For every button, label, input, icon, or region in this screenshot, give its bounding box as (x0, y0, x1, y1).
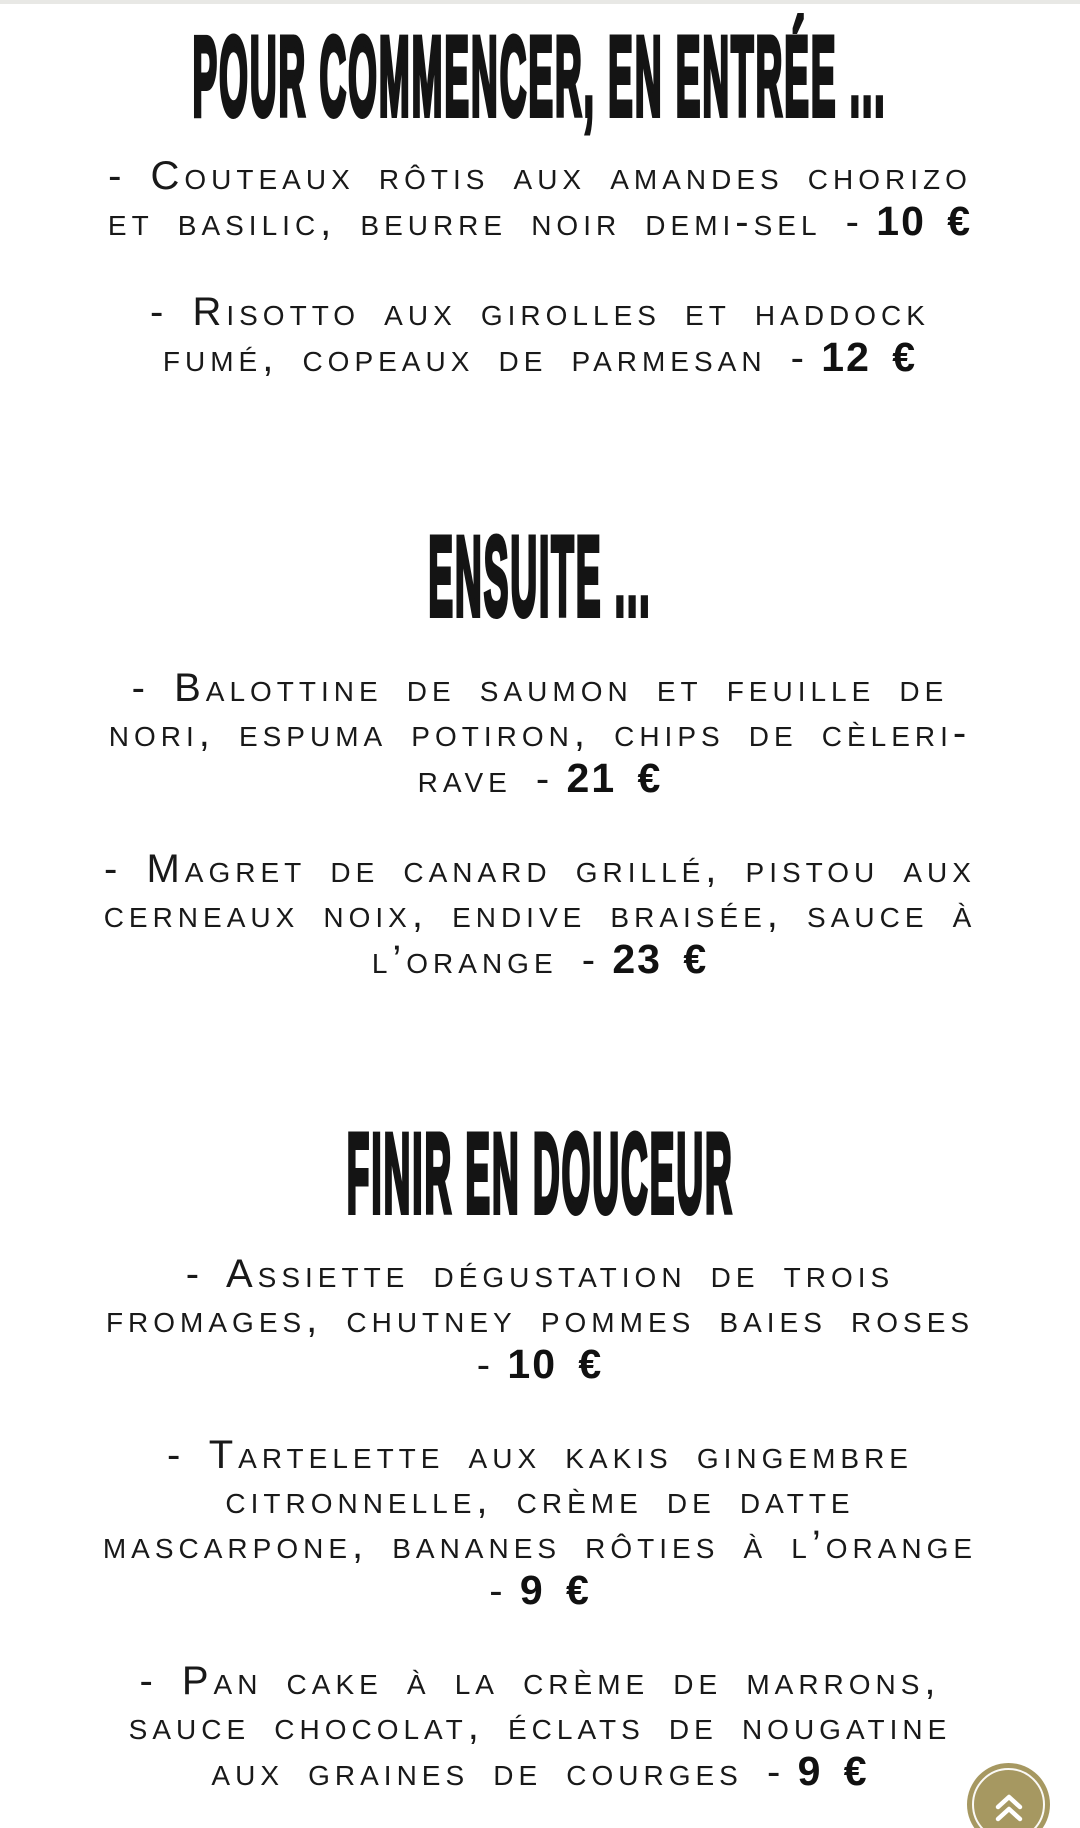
top-border-strip (0, 0, 1080, 4)
menu-item (90, 1433, 990, 1614)
menu-item (90, 666, 990, 802)
menu-item (90, 154, 990, 245)
menu-item-text: - Risotto aux girolles et haddock fumé, copeaux de parmesan - (150, 290, 930, 380)
menu-item-price: 12 € (821, 334, 918, 380)
menu-section-mains (90, 514, 990, 983)
menu-item-price: 10 € (876, 198, 973, 244)
menu-item-price: 21 € (566, 755, 663, 801)
restaurant-menu (90, 14, 990, 1795)
menu-item-text: - Pan cake à la crème de marrons, sauce chocolat, éclats de nougatine aux graines de courges - (128, 1659, 952, 1794)
menu-item (90, 1659, 990, 1795)
section-heading-text: ENSUITE ... (428, 514, 652, 639)
menu-item-text: - Tartelette aux kakis gingembre citronnelle, crème de datte mascarpone, bananes rôties à l’orange - (102, 1433, 978, 1613)
chevron-double-up-icon (990, 1787, 1028, 1823)
menu-item (90, 290, 990, 381)
menu-item-price: 9 € (797, 1748, 869, 1794)
menu-section-desserts (90, 1111, 990, 1795)
menu-item-price: 10 € (507, 1341, 604, 1387)
menu-item-text: - Assiette dégustation de trois fromages, chutney pommes baies roses - (105, 1252, 975, 1387)
menu-item-price: 23 € (612, 936, 709, 982)
section-heading-starters (90, 14, 990, 139)
menu-item-text: - Couteaux rôtis aux amandes chorizo et basilic, beurre noir demi-sel - (107, 154, 972, 244)
section-heading-text: FINIR EN DOUCEUR (346, 1111, 734, 1236)
section-heading-desserts (90, 1111, 990, 1236)
menu-item-text: - Balottine de saumon et feuille de nori, espuma potiron, chips de cèleri-rave - (108, 666, 972, 801)
menu-item (90, 1252, 990, 1388)
menu-item-text: - Magret de canard grillé, pistou aux cerneaux noix, endive braisée, sauce à l’orange - (103, 847, 977, 982)
menu-section-starters (90, 14, 990, 381)
menu-item-price: 9 € (519, 1567, 591, 1613)
menu-item (90, 847, 990, 983)
section-heading-mains (90, 514, 990, 639)
section-heading-text: POUR COMMENCER, EN ENTRÉE ... (193, 14, 888, 139)
